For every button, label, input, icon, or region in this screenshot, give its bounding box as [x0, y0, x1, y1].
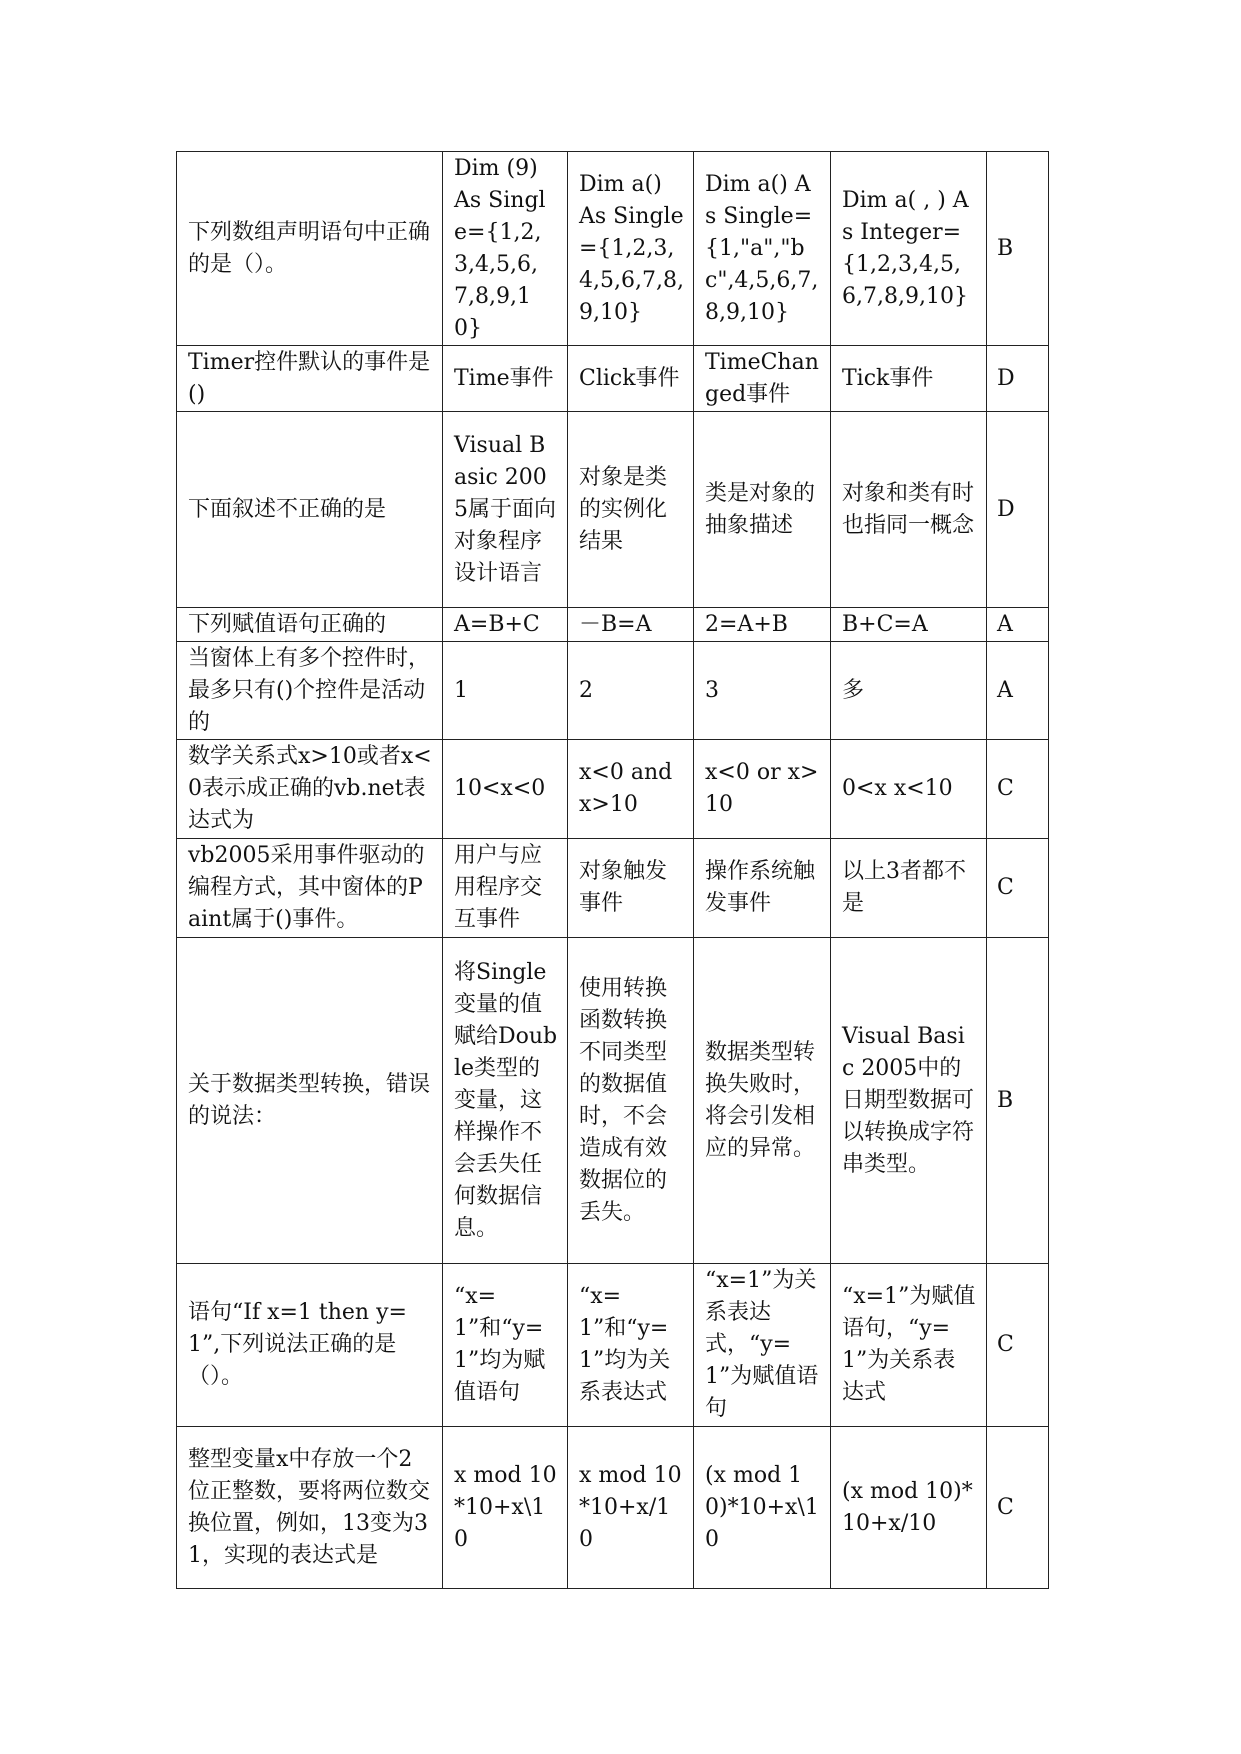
- option-b: Click事件: [568, 346, 694, 412]
- option-b: x<0 and x>10: [568, 740, 694, 839]
- answer: D: [987, 412, 1049, 608]
- option-a: 1: [443, 642, 568, 740]
- option-b: 2: [568, 642, 694, 740]
- option-c: 2=A+B: [694, 608, 831, 642]
- answer: B: [987, 152, 1049, 346]
- answer: C: [987, 740, 1049, 839]
- option-a: x mod 10*10+x\10: [443, 1427, 568, 1589]
- question-text: 整型变量x中存放一个2位正整数，要将两位数交换位置，例如，13变为31，实现的表达式是: [177, 1427, 443, 1589]
- option-c: x<0 or x>10: [694, 740, 831, 839]
- question-text: 下列赋值语句正确的: [177, 608, 443, 642]
- question-text: Timer控件默认的事件是(): [177, 346, 443, 412]
- option-a: “x=1”和“y=1”均为赋值语句: [443, 1264, 568, 1427]
- answer: B: [987, 938, 1049, 1264]
- table-row: [177, 839, 1049, 938]
- option-c: 数据类型转换失败时，将会引发相应的异常。: [694, 938, 831, 1264]
- option-d: Dim a( , ) As Integer={1,2,3,4,5,6,7,8,9,10}: [831, 152, 987, 346]
- option-d: “x=1”为赋值语句，“y=1”为关系表达式: [831, 1264, 987, 1427]
- option-d: Visual Basic 2005中的日期型数据可以转换成字符串类型。: [831, 938, 987, 1264]
- option-d: Tick事件: [831, 346, 987, 412]
- option-c: (x mod 10)*10+x\10: [694, 1427, 831, 1589]
- option-c: TimeChanged事件: [694, 346, 831, 412]
- option-c: 操作系统触发事件: [694, 839, 831, 938]
- option-d: 以上3者都不是: [831, 839, 987, 938]
- table-row: [177, 608, 1049, 642]
- answer: C: [987, 1427, 1049, 1589]
- option-b: x mod 10*10+x/10: [568, 1427, 694, 1589]
- table-row: [177, 642, 1049, 740]
- option-d: 多: [831, 642, 987, 740]
- question-text: 语句“If x=1 then y=1”,下列说法正确的是（）。: [177, 1264, 443, 1427]
- answer: A: [987, 608, 1049, 642]
- option-b: 对象是类的实例化结果: [568, 412, 694, 608]
- question-table: [176, 151, 1049, 1589]
- option-a: A=B+C: [443, 608, 568, 642]
- table-row: [177, 740, 1049, 839]
- question-text: vb2005采用事件驱动的编程方式，其中窗体的Paint属于()事件。: [177, 839, 443, 938]
- option-c: Dim a() As Single={1,"a","bc",4,5,6,7,8,9,10}: [694, 152, 831, 346]
- table-row: [177, 1264, 1049, 1427]
- option-b: 对象触发事件: [568, 839, 694, 938]
- question-text: 下列数组声明语句中正确的是（）。: [177, 152, 443, 346]
- option-c: 3: [694, 642, 831, 740]
- answer: A: [987, 642, 1049, 740]
- option-b: 使用转换函数转换不同类型的数据值时，不会造成有效数据位的丢失。: [568, 938, 694, 1264]
- question-text: 关于数据类型转换，错误的说法：: [177, 938, 443, 1264]
- table-row: [177, 346, 1049, 412]
- answer: C: [987, 839, 1049, 938]
- option-d: 0<x x<10: [831, 740, 987, 839]
- table-row: [177, 152, 1049, 346]
- option-a: Time事件: [443, 346, 568, 412]
- table-row: [177, 412, 1049, 608]
- option-a: 将Single变量的值赋给Double类型的变量，这样操作不会丢失任何数据信息。: [443, 938, 568, 1264]
- option-c: 类是对象的抽象描述: [694, 412, 831, 608]
- option-a: 10<x<0: [443, 740, 568, 839]
- table-row: [177, 1427, 1049, 1589]
- table-row: [177, 938, 1049, 1264]
- answer: D: [987, 346, 1049, 412]
- question-text: 当窗体上有多个控件时，最多只有()个控件是活动的: [177, 642, 443, 740]
- option-d: B+C=A: [831, 608, 987, 642]
- option-a: Dim (9) As Single={1,2,3,4,5,6,7,8,9,10}: [443, 152, 568, 346]
- option-c: “x=1”为关系表达式，“y=1”为赋值语句: [694, 1264, 831, 1427]
- option-d: (x mod 10)*10+x/10: [831, 1427, 987, 1589]
- answer: C: [987, 1264, 1049, 1427]
- option-a: Visual Basic 2005属于面向对象程序设计语言: [443, 412, 568, 608]
- option-b: －B=A: [568, 608, 694, 642]
- question-text: 下面叙述不正确的是: [177, 412, 443, 608]
- question-text: 数学关系式x>10或者x<0表示成正确的vb.net表达式为: [177, 740, 443, 839]
- option-a: 用户与应用程序交互事件: [443, 839, 568, 938]
- option-b: Dim a() As Single={1,2,3,4,5,6,7,8,9,10}: [568, 152, 694, 346]
- option-d: 对象和类有时也指同一概念: [831, 412, 987, 608]
- option-b: “x=1”和“y=1”均为关系表达式: [568, 1264, 694, 1427]
